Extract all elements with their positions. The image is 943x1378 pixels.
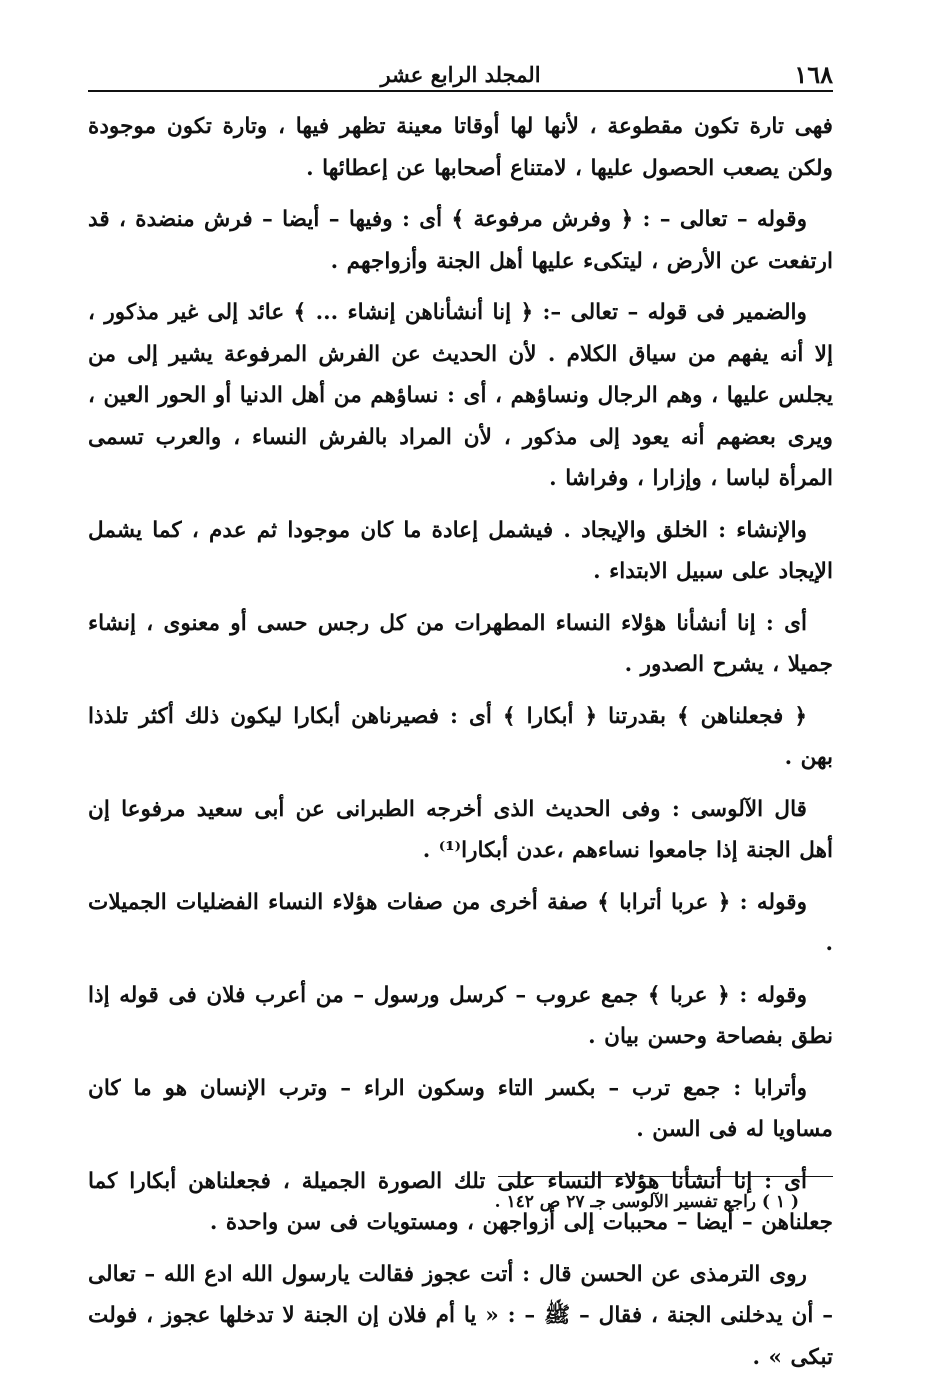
page-number: ١٦٨ <box>794 60 833 89</box>
paragraph: أى : إنا أنشأنا هؤلاء النساء على تلك الصورة الجميلة ، فجعلناهن أبكارا كما جعلناهن – أيضا – محببات إلى أزواجهن ، ومستويات فى سن واحدة . <box>88 1161 833 1244</box>
paragraph: روى الترمذى عن الحسن قال : أتت عجوز فقالت يارسول الله ادع الله – تعالى – أن يدخلنى الجنة ، فقال – ﷺ – : « يا أم فلان إن الجنة لا تدخلها عجوز ، فولت تبكى » . <box>88 1254 833 1378</box>
paragraph: وقوله : ﴿ عربا أترابا ﴾ صفة أخرى من صفات هؤلاء النساء الفضليات الجميلات . <box>88 882 833 965</box>
footnote: ( ١ ) راجع تفسير الآلوسى جـ ٢٧ ص ١٤٢ . <box>495 1192 799 1212</box>
volume-title: المجلد الرابع عشر <box>88 62 833 87</box>
paragraph: وقوله – تعالى – : ﴿ وفرش مرفوعة ﴾ أى : وفيها – أيضا – فرش منضدة ، قد ارتفعت عن الأرض ، ليتكىء عليها أهل الجنة وأزواجهم . <box>88 199 833 282</box>
header-rule <box>88 90 833 92</box>
footnote-rule <box>498 1176 833 1177</box>
body-text <box>88 106 833 1378</box>
paragraph: قال الآلوسى : وفى الحديث الذى أخرجه الطبرانى عن أبى سعيد مرفوعا إن أهل الجنة إذا جامعوا نساءهم ،عدن أبكارا⁽¹⁾ . <box>88 789 833 872</box>
paragraph: وقوله : ﴿ عربا ﴾ جمع عروب – كرسل ورسول – من أعرب فلان فى قوله إذا نطق بفصاحة وحسن بيان . <box>88 975 833 1058</box>
paragraph: ﴿ فجعلناهن ﴾ بقدرتنا ﴿ أبكارا ﴾ أى : فصيرناهن أبكارا ليكون ذلك أكثر تلذذا بهن . <box>88 696 833 779</box>
paragraph: فهى تارة تكون مقطوعة ، لأنها لها أوقاتا معينة تظهر فيها ، وتارة تكون موجودة ولكن يصعب الحصول عليها ، لامتناع أصحابها عن إعطائها . <box>88 106 833 189</box>
paragraph: وأترابا : جمع ترب – بكسر التاء وسكون الراء – وترب الإنسان هو ما كان مساويا له فى السن . <box>88 1068 833 1151</box>
paragraph: والضمير فى قوله – تعالى –: ﴿ إنا أنشأناهن إنشاء ... ﴾ عائد إلى غير مذكور ، إلا أنه يفهم من سياق الكلام . لأن الحديث عن الفرش المرفوعة يشير إلى من يجلس عليها ، وهم الرجال ونساؤهم ، أى : نساؤهم من أهل الدنيا أو الحور العين ، ويرى بعضهم أنه يعود إلى مذكور ، لأن المراد بالفرش النساء ، والعرب تسمى المرأة لباسا ، وإزارا ، وفراشا . <box>88 292 833 500</box>
paragraph: أى : إنا أنشأنا هؤلاء النساء المطهرات من كل رجس حسى أو معنوى ، إنشاء جميلا ، يشرح الصدور . <box>88 603 833 686</box>
page-header <box>88 56 833 90</box>
book-page <box>88 56 833 1276</box>
paragraph: والإنشاء : الخلق والإيجاد . فيشمل إعادة ما كان موجودا ثم عدم ، كما يشمل الإيجاد على سبيل الابتداء . <box>88 510 833 593</box>
